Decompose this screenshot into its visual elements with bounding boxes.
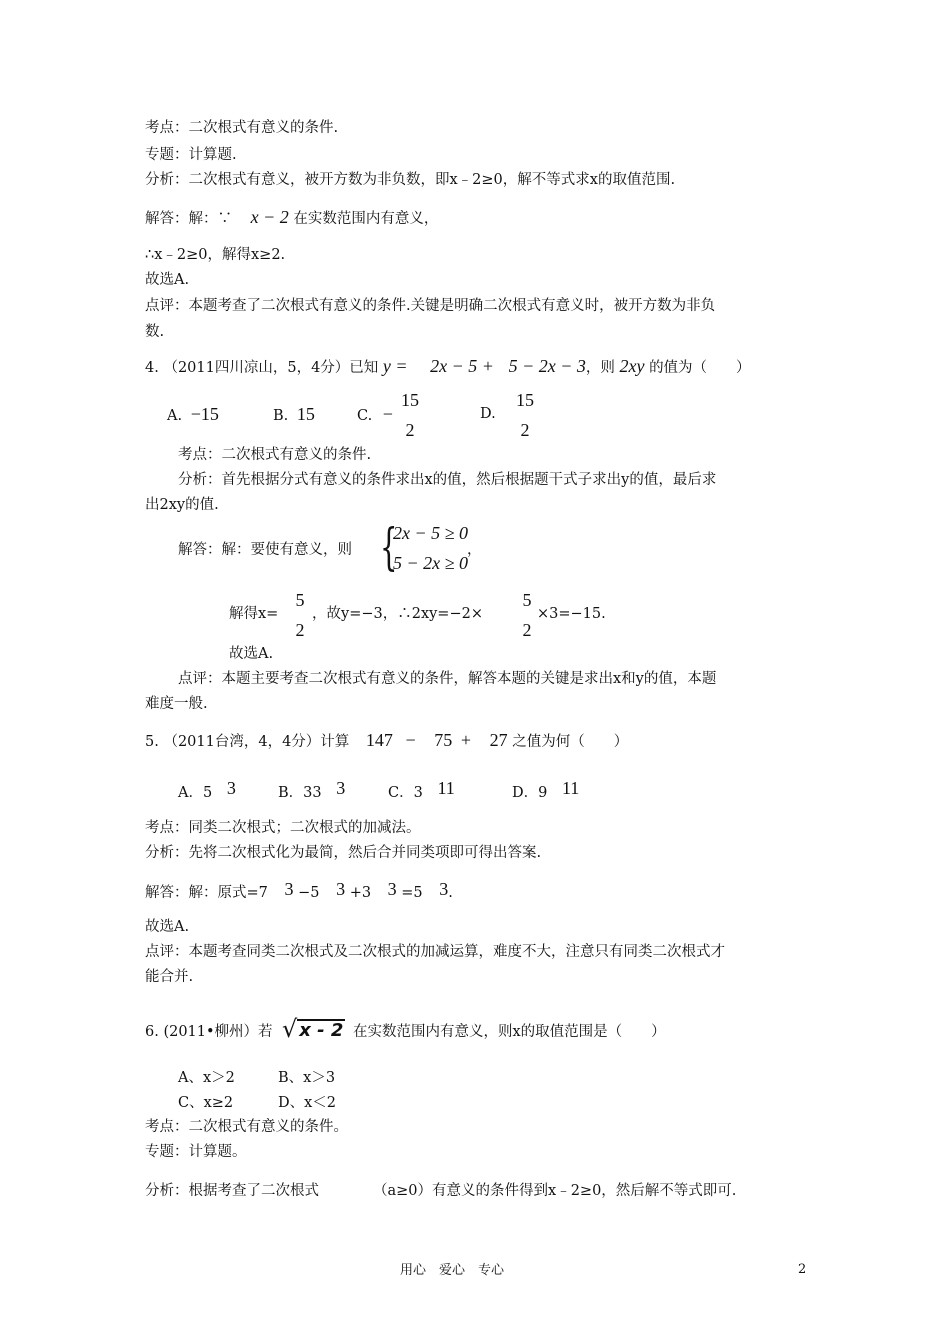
- q5-option-c: C．3 11: [388, 778, 455, 801]
- q4-term2: 5 − 2x − 3: [508, 356, 586, 376]
- q6-option-c: C、x≥2: [178, 1095, 234, 1111]
- q5-kaodian: 考点：同类二次根式；二次根式的加减法。: [145, 820, 421, 836]
- q3-jieda: [145, 207, 438, 229]
- q6-fenxi-b: （a≥0）有意义的条件得到x﹣2≥0，然后解不等式即可.: [373, 1183, 737, 1199]
- q6-option-a: A、x＞2: [178, 1070, 235, 1086]
- q4-expr: 2xy: [619, 356, 645, 376]
- q4-step-a: 解得x=: [229, 606, 279, 622]
- footer-motto: 用心 爱心 专心: [400, 1263, 505, 1278]
- q4-opt-c-num: 15: [401, 390, 419, 410]
- q6-fenxi-a: 分析：根据考查了二次根式: [145, 1183, 319, 1199]
- q4-stem-mid: ，则: [585, 360, 615, 376]
- q5-op-2: +: [460, 730, 472, 750]
- q5-op-1: −: [405, 730, 416, 750]
- q3-jieda-math: x − 2: [250, 207, 289, 227]
- q4-option-a: [167, 404, 219, 426]
- q4-step-fraction-1: 5 2: [295, 590, 305, 640]
- q4-opt-a-label: A.: [167, 408, 183, 424]
- q5-option-a: A．5 3: [178, 778, 236, 801]
- q3-jieda-suffix: 在实数范围内有意义，: [293, 211, 439, 227]
- q4-fenxi-2: 出2xy的值.: [145, 497, 219, 513]
- q3-jieda-prefix: 解答：解：∵: [145, 211, 232, 227]
- q4-opt-c-sign: −: [382, 404, 393, 424]
- q5-fenxi: 分析：先将二次根式化为最简，然后合并同类项即可得出答案.: [145, 845, 542, 861]
- q4-system-eq1: 2x − 5 ≥ 0: [393, 523, 469, 543]
- radical-sign-icon: √: [282, 1015, 298, 1043]
- q5-radicand-1: 147: [365, 730, 393, 750]
- q5-stem-prefix: 5. （2011台湾，4，4分）计算: [145, 734, 350, 750]
- q3-dianping-2: 数.: [145, 324, 165, 340]
- q4-option-b: [273, 404, 315, 426]
- q6-radical-expression: [282, 1015, 345, 1041]
- q4-y-eq: y =: [382, 356, 408, 376]
- q4-guxuan: 故选A.: [229, 646, 274, 662]
- q4-stem-suffix: 的值为（ ）: [649, 360, 751, 376]
- q5-dianping-2: 能合并.: [145, 969, 194, 985]
- q6-stem-suffix: 在实数范围内有意义，则x的取值范围是（ ）: [353, 1024, 666, 1040]
- q4-option-c-label: C. −: [357, 404, 393, 424]
- q4-stem-prefix: 4. （2011四川凉山，5，4分）已知: [145, 360, 379, 376]
- q4-fenxi-1: 分析：首先根据分式有意义的条件求出x的值，然后根据题干式子求出y的值，最后求: [178, 472, 717, 488]
- q3-dianping-1: 点评：本题考查了二次根式有意义的条件.关键是明确二次根式有意义时，被开方数为非负: [145, 298, 716, 314]
- q5-dianping-1: 点评：本题考查同类二次根式及二次根式的加减运算，难度不大，注意只有同类二次根式才: [145, 944, 725, 960]
- q5-stem-suffix: 之值为何（ ）: [512, 734, 629, 750]
- q6-stem-prefix: 6. (2011•柳州）若: [145, 1024, 273, 1040]
- q4-option-d-label: D.: [480, 406, 496, 422]
- q4-stem: [145, 356, 751, 378]
- q4-step-c: ×3=−15.: [537, 606, 606, 622]
- q4-opt-c-fraction: [398, 389, 422, 441]
- q3-kaodian: 考点：二次根式有意义的条件.: [145, 120, 339, 136]
- q6-kaodian: 考点：二次根式有意义的条件。: [145, 1119, 348, 1135]
- q4-dianping-1: 点评：本题主要考查二次根式有意义的条件，解答本题的关键是求出x和y的值，本题: [178, 671, 717, 687]
- q4-opt-b-value: 15: [296, 404, 315, 424]
- q4-system-end: ，: [467, 542, 482, 558]
- q4-system-eq2: 5 − 2x ≥ 0: [393, 553, 469, 573]
- q4-opt-c-den: 2: [405, 420, 415, 440]
- q6-radicand: x - 2: [299, 1020, 344, 1041]
- q5-radicand-3: 27: [489, 730, 508, 750]
- q6-option-d: D、x＜2: [278, 1095, 337, 1111]
- q4-step-b: ，故y=−3，∴2xy=−2×: [312, 606, 483, 622]
- q5-option-d: D．9 11: [512, 778, 580, 801]
- q5-stem: [145, 730, 628, 752]
- q6-zhuanti: 专题：计算题。: [145, 1144, 247, 1160]
- q3-step2: ∴x﹣2≥0，解得x≥2.: [145, 247, 286, 263]
- q3-zhuanti: 专题：计算题.: [145, 147, 237, 163]
- q3-fenxi: 分析：二次根式有意义，被开方数为非负数，即x﹣2≥0，解不等式求x的取值范围.: [145, 172, 676, 188]
- q5-jieda: 解答：解：原式=7 3 −5 3 +3 3 =5 3.: [145, 879, 453, 901]
- q4-opt-a-value: −15: [190, 404, 219, 424]
- system-brace-icon: {: [380, 518, 398, 576]
- q4-opt-d-fraction: [513, 389, 537, 441]
- q6-option-b: B、x＞3: [278, 1070, 336, 1086]
- page-number: 2: [798, 1262, 807, 1277]
- q4-opt-d-num: 15: [516, 390, 534, 410]
- q4-kaodian: 考点：二次根式有意义的条件.: [178, 447, 372, 463]
- q4-opt-b-label: B.: [273, 408, 289, 424]
- q3-guxuan: 故选A.: [145, 272, 190, 288]
- q5-option-b: B．33 3: [278, 778, 346, 801]
- q4-jieda-prefix: 解答：解：要使有意义，则: [178, 542, 352, 558]
- q4-opt-d-den: 2: [520, 420, 530, 440]
- q4-step-fraction-2: 5 2: [522, 590, 532, 640]
- q5-radicand-2: 75: [434, 730, 453, 750]
- q5-guxuan: 故选A.: [145, 919, 190, 935]
- q4-dianping-2: 难度一般.: [145, 696, 208, 712]
- q4-term1: 2x − 5 +: [430, 356, 494, 376]
